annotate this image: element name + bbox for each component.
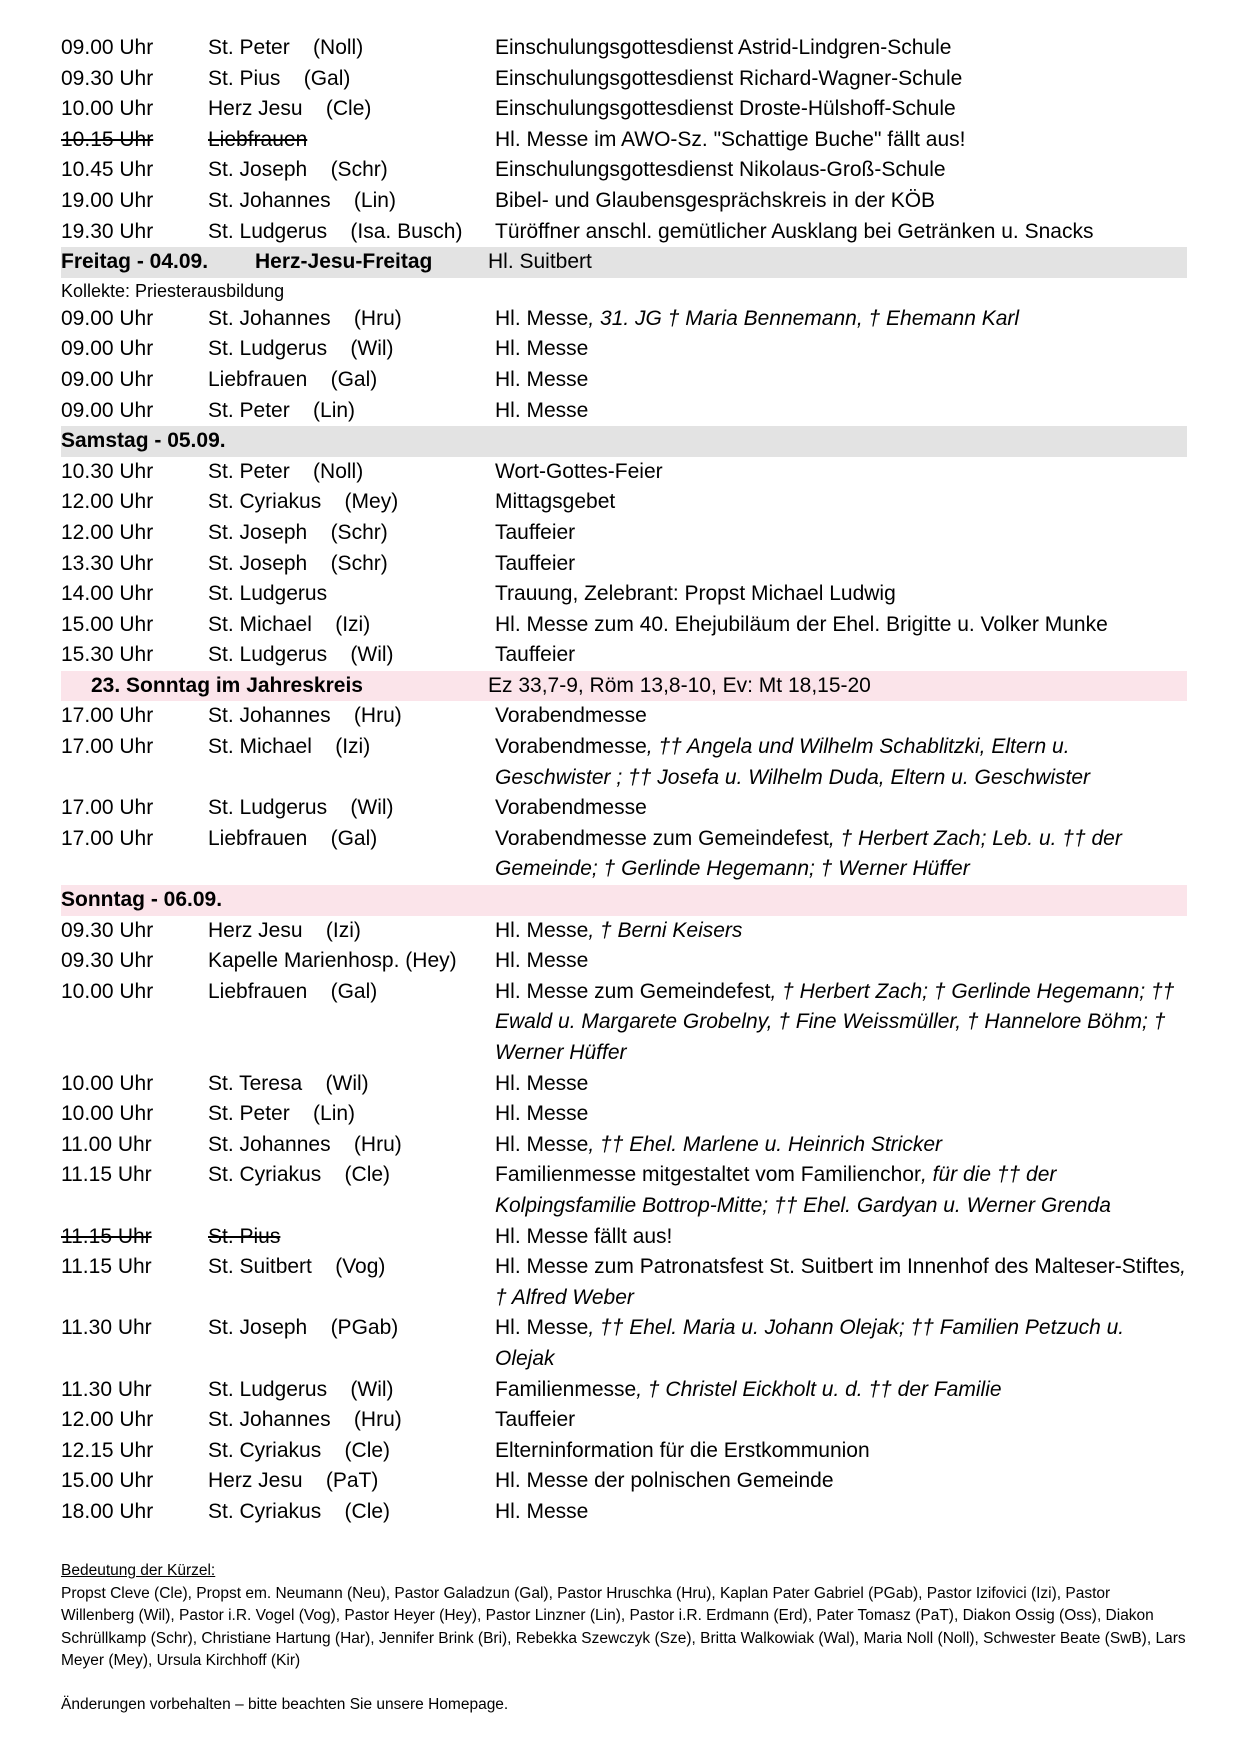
time: 12.00 Uhr — [61, 520, 154, 544]
list-item — [61, 1405, 1187, 1436]
time: 17.00 Uhr — [61, 704, 154, 728]
church: St. Ludgerus (Wil) — [208, 337, 394, 361]
church: St. Johannes (Lin) — [208, 188, 396, 212]
time: 09.00 Uhr — [61, 367, 154, 391]
time: 11.15 Uhr — [61, 1224, 152, 1248]
list-item — [61, 365, 1187, 396]
desc-intentions: , † Herbert Zach; † Gerlinde Hegemann; †† Ewald u. Margarete Grobelny, † Fine Weissmüller, † Hannelore Böhm; † Werner Hüffer — [495, 979, 1175, 1064]
time: 14.00 Uhr — [61, 582, 154, 606]
church: St. Johannes (Hru) — [208, 704, 402, 728]
day-header-friday — [61, 247, 1187, 278]
desc-main: Hl. Messe — [495, 1132, 589, 1156]
saint-label: Hl. Suitbert — [488, 250, 592, 274]
list-item — [61, 946, 1187, 977]
church: Liebfrauen — [208, 127, 308, 151]
church: Liebfrauen (Gal) — [208, 826, 378, 850]
description: Hl. Messe — [495, 949, 589, 973]
time: 10.00 Uhr — [61, 1071, 154, 1095]
description: Bibel- und Glaubensgesprächskreis in der KÖB — [495, 188, 936, 212]
description: Einschulungsgottesdienst Nikolaus-Groß-Schule — [495, 158, 946, 182]
list-item — [61, 1466, 1187, 1497]
time: 15.00 Uhr — [61, 612, 154, 636]
church: St. Cyriakus (Cle) — [208, 1438, 391, 1462]
list-item-cancelled — [61, 1222, 1187, 1253]
time: 10.00 Uhr — [61, 97, 154, 121]
time: 11.30 Uhr — [61, 1316, 152, 1340]
desc-intentions: , †† Ehel. Marlene u. Heinrich Stricker — [588, 1132, 943, 1156]
list-item — [61, 1130, 1187, 1161]
list-item — [61, 186, 1187, 217]
list-item — [61, 579, 1187, 610]
time: 17.00 Uhr — [61, 735, 154, 759]
list-item — [61, 916, 1187, 947]
church: St. Pius — [208, 1224, 281, 1248]
description: Vorabendmesse — [495, 796, 647, 820]
desc-intentions: , 31. JG † Maria Bennemann, † Ehemann Karl — [588, 306, 1020, 330]
time: 18.00 Uhr — [61, 1499, 154, 1523]
description: Trauung, Zelebrant: Propst Michael Ludwig — [495, 582, 896, 606]
list-item — [61, 64, 1187, 95]
desc-intentions: , † Herbert Zach; Leb. u. †† der Gemeinde; † Gerlinde Hegemann; † Werner Hüffer — [495, 826, 1122, 881]
time: 09.30 Uhr — [61, 66, 154, 90]
church: St. Ludgerus (Wil) — [208, 643, 394, 667]
time: 11.15 Uhr — [61, 1163, 152, 1187]
list-item — [61, 396, 1187, 427]
description — [495, 916, 1187, 947]
church: St. Johannes (Hru) — [208, 306, 402, 330]
description: Hl. Messe — [495, 367, 589, 391]
legend-title: Bedeutung der Kürzel: — [61, 1562, 216, 1579]
description: Tauffeier — [495, 643, 576, 667]
church: St. Peter (Lin) — [208, 398, 356, 422]
description: Hl. Messe — [495, 1499, 589, 1523]
desc-main: Familienmesse — [495, 1377, 637, 1401]
time: 19.30 Uhr — [61, 219, 154, 243]
description — [495, 1130, 1187, 1161]
feast-label: Herz-Jesu-Freitag — [255, 250, 433, 274]
church: St. Joseph (Schr) — [208, 551, 388, 575]
desc-main: Hl. Messe — [495, 306, 589, 330]
list-item — [61, 640, 1187, 671]
readings: Ez 33,7-9, Röm 13,8-10, Ev: Mt 18,15-20 — [488, 673, 871, 697]
list-item — [61, 1497, 1187, 1528]
time: 11.15 Uhr — [61, 1255, 152, 1279]
day-header-sunday — [61, 885, 1187, 916]
time: 13.30 Uhr — [61, 551, 154, 575]
church: St. Joseph (Schr) — [208, 520, 388, 544]
church: St. Joseph (PGab) — [208, 1316, 399, 1340]
church: St. Ludgerus (Isa. Busch) — [208, 219, 463, 243]
description — [495, 824, 1187, 885]
list-item — [61, 610, 1187, 641]
description: Einschulungsgottesdienst Richard-Wagner-Schule — [495, 66, 963, 90]
footer-note: Änderungen vorbehalten – bitte beachten Sie unsere Homepage. — [61, 1696, 509, 1713]
description: Hl. Messe im AWO-Sz. "Schattige Buche" fällt aus! — [495, 127, 966, 151]
legend-text: Propst Cleve (Cle), Propst em. Neumann (Neu), Pastor Galadzun (Gal), Pastor Hruschka (Hru), Kaplan Pater Gabriel (PGab), Pastor Izifovici (Izi), Pastor Willenberg (Wil), Pastor i.R. Vogel (Vog), Pastor Heyer (Hey), Pastor Linzner (Lin), Pastor i.R. Erdmann (Erd), Pater Tomasz (PaT), Diakon Ossig (Oss), Diakon Schrüllkamp (Schr), Christiane Hartung (Har), Jennifer Brink (Bri), Rebekka Szewczyk (Sze), Britta Walkowiak (Wal), Maria Noll (Noll), Schwester Beate (SwB), Lars Meyer (Mey), Ursula Kirchhoff (Kir) — [61, 1584, 1186, 1669]
time: 10.00 Uhr — [61, 1102, 154, 1126]
list-item — [61, 155, 1187, 186]
collection-text: Kollekte: Priesterausbildung — [61, 280, 285, 301]
church: St. Peter (Noll) — [208, 459, 364, 483]
list-item — [61, 977, 1187, 1069]
description: Hl. Messe der polnischen Gemeinde — [495, 1469, 834, 1493]
list-item — [61, 701, 1187, 732]
list-item — [61, 1099, 1187, 1130]
church: St. Cyriakus (Cle) — [208, 1499, 391, 1523]
church: St. Cyriakus (Cle) — [208, 1163, 391, 1187]
description — [495, 1160, 1187, 1221]
church: St. Ludgerus (Wil) — [208, 796, 394, 820]
desc-main: Vorabendmesse — [495, 735, 647, 759]
time: 09.00 Uhr — [61, 337, 154, 361]
list-item — [61, 1313, 1187, 1374]
church: St. Joseph (Schr) — [208, 158, 388, 182]
church: St. Ludgerus (Wil) — [208, 1377, 394, 1401]
desc-intentions: , †† Angela und Wilhelm Schablitzki, Eltern u. Geschwister ; †† Josefa u. Wilhelm Duda, Eltern u. Geschwister — [495, 735, 1091, 789]
list-item — [61, 1436, 1187, 1467]
time: 15.30 Uhr — [61, 643, 154, 667]
list-item — [61, 94, 1187, 125]
description: Tauffeier — [495, 520, 576, 544]
church: Herz Jesu (Izi) — [208, 918, 361, 942]
time: 09.00 Uhr — [61, 36, 154, 59]
time: 09.00 Uhr — [61, 398, 154, 422]
description: Hl. Messe — [495, 1102, 589, 1126]
time: 15.00 Uhr — [61, 1469, 154, 1493]
desc-intentions: , für die †† der Kolpingsfamilie Bottrop-Mitte; †† Ehel. Gardyan u. Werner Grenda — [495, 1163, 1111, 1217]
church: Herz Jesu (Cle) — [208, 97, 372, 121]
day-label: Freitag - 04.09. — [61, 250, 209, 274]
day-header-saturday — [61, 426, 1187, 457]
list-item — [61, 334, 1187, 365]
desc-main: Familienmesse mitgestaltet vom Familienchor — [495, 1163, 921, 1187]
church: St. Pius (Gal) — [208, 66, 351, 90]
time: 17.00 Uhr — [61, 826, 154, 850]
church: Kapelle Marienhosp. (Hey) — [208, 949, 457, 973]
description: Hl. Messe — [495, 337, 589, 361]
desc-intentions: , † Alfred Weber — [495, 1255, 1186, 1309]
desc-main: Hl. Messe zum Gemeindefest — [495, 979, 771, 1003]
list-item — [61, 1252, 1187, 1313]
list-item — [61, 217, 1187, 248]
church: St. Johannes (Hru) — [208, 1408, 402, 1432]
description: Elterninformation für die Erstkommunion — [495, 1438, 870, 1462]
list-item — [61, 732, 1187, 793]
list-item — [61, 824, 1187, 885]
list-item — [61, 1160, 1187, 1221]
desc-main: Hl. Messe — [495, 918, 589, 942]
description: Hl. Messe zum 40. Ehejubiläum der Ehel. Brigitte u. Volker Munke — [495, 612, 1108, 636]
desc-intentions: , † Christel Eickholt u. d. †† der Familie — [636, 1377, 1002, 1401]
time: 09.00 Uhr — [61, 306, 154, 330]
time: 10.15 Uhr — [61, 127, 154, 151]
sunday-title — [61, 671, 1187, 702]
time: 10.00 Uhr — [61, 979, 154, 1003]
liturgical-day: 23. Sonntag im Jahreskreis — [91, 673, 363, 697]
description: Tauffeier — [495, 1408, 576, 1432]
collection-note — [61, 278, 1187, 304]
description: Hl. Messe — [495, 398, 589, 422]
church: St. Johannes (Hru) — [208, 1132, 402, 1156]
time: 11.30 Uhr — [61, 1377, 152, 1401]
church: Liebfrauen (Gal) — [208, 367, 378, 391]
description: Einschulungsgottesdienst Droste-Hülshoff-Schule — [495, 97, 956, 121]
church: St. Teresa (Wil) — [208, 1071, 369, 1095]
church: Liebfrauen (Gal) — [208, 979, 378, 1003]
list-item — [61, 33, 1187, 64]
time: 09.30 Uhr — [61, 949, 154, 973]
list-item — [61, 304, 1187, 335]
description — [495, 1313, 1187, 1374]
church: Herz Jesu (PaT) — [208, 1469, 379, 1493]
time: 17.00 Uhr — [61, 796, 154, 820]
schedule — [61, 33, 1187, 1528]
time: 19.00 Uhr — [61, 188, 154, 212]
description: Türöffner anschl. gemütlicher Ausklang bei Getränken u. Snacks — [495, 219, 1094, 243]
desc-intentions: , † Berni Keisers — [588, 918, 743, 942]
description — [495, 977, 1187, 1069]
church: St. Ludgerus — [208, 582, 328, 606]
time: 09.30 Uhr — [61, 918, 154, 942]
desc-main: Hl. Messe — [495, 1316, 589, 1340]
church: St. Peter (Noll) — [208, 36, 364, 59]
time: 10.45 Uhr — [61, 158, 154, 182]
list-item-cancelled — [61, 125, 1187, 156]
church: St. Suitbert (Vog) — [208, 1255, 386, 1279]
desc-intentions: , †† Ehel. Maria u. Johann Olejak; †† Familien Petzuch u. Olejak — [495, 1316, 1125, 1370]
description: Tauffeier — [495, 551, 576, 575]
list-item — [61, 457, 1187, 488]
description: Hl. Messe — [495, 1071, 589, 1095]
description: Wort-Gottes-Feier — [495, 459, 663, 483]
day-label: Samstag - 05.09. — [61, 429, 226, 453]
time: 10.30 Uhr — [61, 459, 154, 483]
list-item — [61, 549, 1187, 580]
list-item — [61, 487, 1187, 518]
desc-main: Hl. Messe zum Patronatsfest St. Suitbert im Innenhof des Malteser-Stiftes — [495, 1255, 1181, 1279]
church: St. Cyriakus (Mey) — [208, 490, 399, 514]
list-item — [61, 1069, 1187, 1100]
description — [495, 304, 1187, 335]
time: 11.00 Uhr — [61, 1132, 152, 1156]
day-label: Sonntag - 06.09. — [61, 888, 223, 912]
description — [495, 732, 1187, 793]
description: Vorabendmesse — [495, 704, 647, 728]
church: St. Peter (Lin) — [208, 1102, 356, 1126]
description — [495, 1375, 1187, 1406]
description: Mittagsgebet — [495, 490, 616, 514]
description — [495, 1252, 1187, 1313]
time: 12.15 Uhr — [61, 1438, 154, 1462]
description: Hl. Messe fällt aus! — [495, 1224, 673, 1248]
desc-main: Vorabendmesse zum Gemeindefest — [495, 826, 829, 850]
abbreviation-legend — [61, 1560, 1187, 1673]
time: 12.00 Uhr — [61, 490, 154, 514]
description: Einschulungsgottesdienst Astrid-Lindgren-Schule — [495, 36, 952, 59]
church: St. Michael (Izi) — [208, 612, 371, 636]
list-item — [61, 1375, 1187, 1406]
list-item — [61, 518, 1187, 549]
church: St. Michael (Izi) — [208, 735, 371, 759]
time: 12.00 Uhr — [61, 1408, 154, 1432]
list-item — [61, 793, 1187, 824]
